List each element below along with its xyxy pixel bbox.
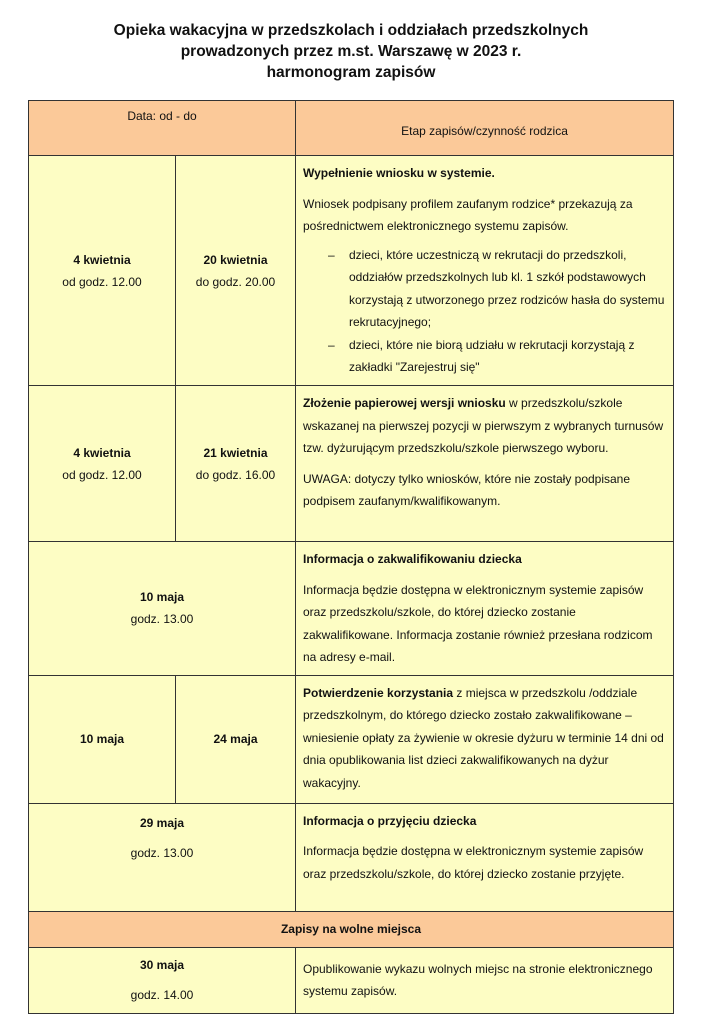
section-header-row bbox=[29, 911, 674, 947]
stage-cell bbox=[296, 386, 674, 542]
stage-title: Informacja o zakwalifikowaniu dziecka bbox=[303, 552, 522, 566]
to-date: 20 kwietnia bbox=[203, 252, 268, 267]
stage-text: Informacja będzie dostępna w elektronicznym systemie zapisów oraz przedszkolu/szkole, do której dziecko zostanie zakwalifikowane. Informacja zostanie również przesłana rodzicom na adresy e-mail. bbox=[303, 582, 653, 664]
from-time: od godz. 12.00 bbox=[62, 467, 142, 482]
stage-title: Potwierdzenie korzystania bbox=[303, 685, 454, 700]
stage-title: Wypełnienie wniosku w systemie. bbox=[303, 166, 495, 180]
stage-title: Złożenie papierowej wersji wniosku bbox=[303, 396, 506, 410]
from-date-cell bbox=[29, 156, 176, 386]
from-date: 4 kwietnia bbox=[73, 445, 131, 460]
table-row bbox=[29, 156, 674, 386]
stage-bullet-list bbox=[303, 244, 665, 379]
stage-note: UWAGA: dotyczy tylko wniosków, które nie zostały podpisane podpisem zaufanym/kwalifikowanym. bbox=[303, 471, 631, 508]
date: 30 maja bbox=[139, 958, 185, 972]
list-item: – dzieci, które nie biorą udziału w rekrutacji korzystają z zakładki "Zarejestruj się" bbox=[303, 334, 665, 379]
table-row bbox=[29, 675, 674, 803]
date-cell bbox=[29, 803, 296, 911]
stage-paragraph bbox=[303, 682, 665, 795]
header-date-label: Data: od - do bbox=[127, 109, 197, 123]
time: godz. 14.00 bbox=[130, 988, 194, 1002]
stage-title: Informacja o przyjęciu dziecka bbox=[303, 813, 477, 828]
stage-text: Informacja będzie dostępna w elektronicznym systemie zapisów oraz przedszkolu/szkole, do której dziecko zostanie przyjęte. bbox=[303, 844, 644, 881]
section-header-cell bbox=[29, 911, 674, 947]
table-row bbox=[29, 542, 674, 676]
stage-text: Opublikowanie wykazu wolnych miejsc na stronie elektronicznego systemu zapisów. bbox=[303, 961, 653, 998]
title-line-2: prowadzonych przez m.st. Warszawę w 2023 r. bbox=[180, 43, 522, 60]
from-date: 4 kwietnia bbox=[73, 252, 131, 267]
table-header-row bbox=[29, 101, 674, 156]
title-line-1: Opieka wakacyjna w przedszkolach i oddziałach przedszkolnych bbox=[113, 22, 589, 39]
to-date-cell bbox=[176, 675, 296, 803]
date: 29 maja bbox=[139, 815, 185, 830]
schedule-table bbox=[28, 100, 674, 1014]
list-item: – dzieci, które uczestniczą w rekrutacji do przedszkoli, oddziałów przedszkolnych lub kl. 1 szkół podstawowych korzystają z utworzonego przez rodziców hasła do systemu rekrutacyjnego; bbox=[303, 244, 665, 334]
header-stage-label: Etap zapisów/czynność rodzica bbox=[401, 124, 568, 138]
stage-text: Wniosek podpisany profilem zaufanym rodzice* przekazują za pośrednictwem elektronicznego systemu zapisów. bbox=[303, 196, 633, 233]
table-row bbox=[29, 947, 674, 1013]
stage-cell bbox=[296, 947, 674, 1013]
to-time: do godz. 20.00 bbox=[195, 274, 276, 289]
from-date-cell bbox=[29, 386, 176, 542]
section-label: Zapisy na wolne miejsca bbox=[280, 922, 422, 936]
date: 10 maja bbox=[139, 590, 185, 605]
from-time: od godz. 12.00 bbox=[62, 274, 142, 289]
time: godz. 13.00 bbox=[130, 845, 194, 860]
from-date: 10 maja bbox=[79, 732, 125, 746]
to-date-cell bbox=[176, 386, 296, 542]
stage-cell bbox=[296, 156, 674, 386]
stage-paragraph bbox=[303, 392, 665, 460]
stage-cell bbox=[296, 542, 674, 676]
date-cell bbox=[29, 542, 296, 676]
stage-cell bbox=[296, 675, 674, 803]
to-date: 21 kwietnia bbox=[203, 445, 268, 460]
title-line-3: harmonogram zapisów bbox=[266, 64, 436, 81]
header-stage-cell bbox=[296, 101, 674, 156]
time: godz. 13.00 bbox=[130, 612, 194, 627]
date-cell bbox=[29, 947, 296, 1013]
to-time: do godz. 16.00 bbox=[195, 467, 276, 482]
to-date-cell bbox=[176, 156, 296, 386]
table-row bbox=[29, 803, 674, 911]
header-date-cell bbox=[29, 101, 296, 156]
document-title bbox=[0, 20, 702, 83]
stage-text: w przedszkolu/szkole wskazanej na pierwszej pozycji w pierwszym z wybranych turnusów tzw. dyżurującym przedszkolu/szkole pierwszego wyboru. bbox=[303, 396, 664, 455]
from-date-cell bbox=[29, 675, 176, 803]
stage-cell bbox=[296, 803, 674, 911]
table-row bbox=[29, 386, 674, 542]
stage-text: z miejsca w przedszkolu /oddziale przedszkolnym, do którego dziecko zostało zakwalifikowane – wniesienie opłaty za żywienie w okresie dyżuru w terminie 14 dni od dnia opublikowania list dzieci zakwalifikowanych na dyżur wakacyjny. bbox=[303, 685, 664, 790]
to-date: 24 maja bbox=[213, 732, 258, 746]
